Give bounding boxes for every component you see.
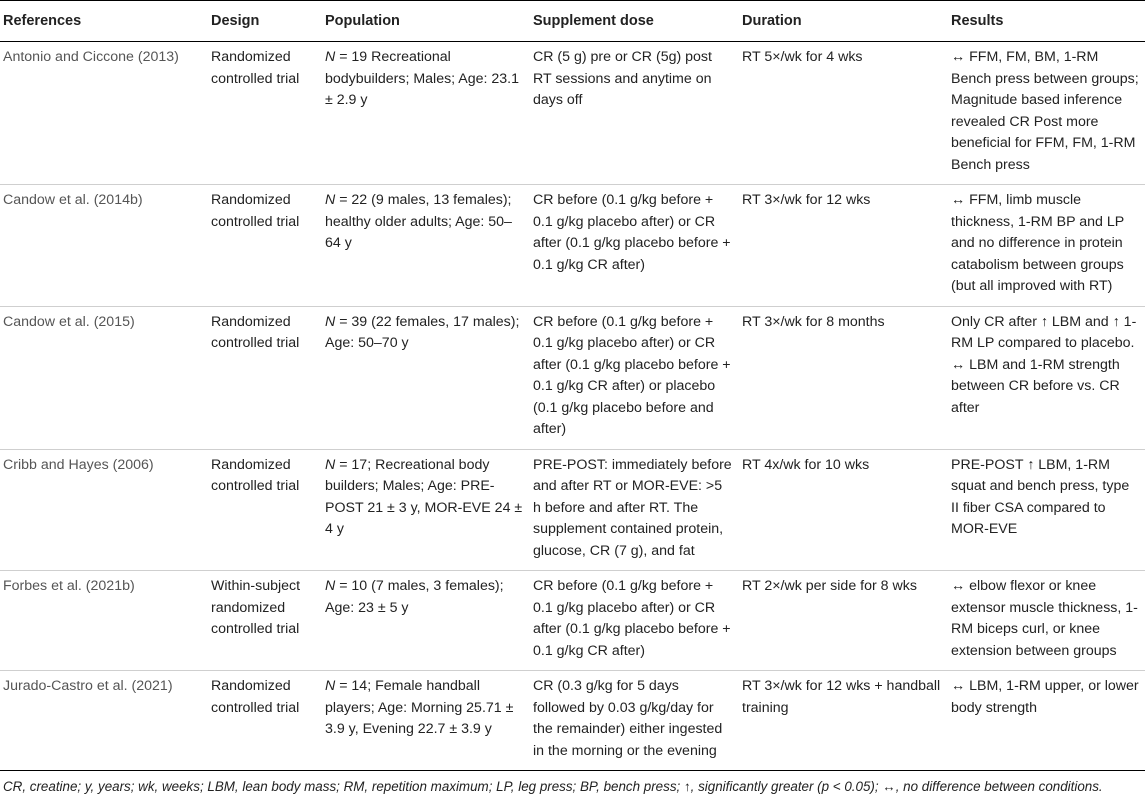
sample-size-symbol: N (325, 313, 336, 330)
cell-results: PRE-POST ↑ LBM, 1-RM squat and bench press, type II fiber CSA compared to MOR-EVE (945, 449, 1145, 571)
cell-supplement-dose: PRE-POST: immediately before and after RT or MOR-EVE: >5 h before and after RT. The supplement contained protein, glucose, CR (7 g), and fat (527, 449, 736, 571)
table-row (0, 571, 1145, 671)
sample-size-symbol: N (325, 678, 336, 694)
sample-size-symbol: N (325, 456, 336, 473)
cell-results: ↔ elbow flexor or knee extensor muscle thickness, 1-RM biceps curl, or knee extension between groups (945, 571, 1145, 671)
cell-supplement-dose: CR (0.3 g/kg for 5 days followed by 0.03 g/kg/day for the remainder) either ingested in the morning or the evening (527, 671, 736, 771)
cell-population (319, 185, 527, 307)
cell-design: Randomized controlled trial (205, 449, 319, 571)
table-row (0, 185, 1145, 307)
cell-reference: Jurado-Castro et al. (2021) (0, 671, 205, 771)
header-design: Design (205, 1, 319, 42)
population-text: = 22 (9 males, 13 females); healthy older adults; Age: 50–64 y (325, 192, 512, 251)
cell-population (319, 42, 527, 185)
header-supplement-dose: Supplement dose (527, 1, 736, 42)
sample-size-symbol: N (325, 192, 336, 208)
cell-results: ↔ FFM, limb muscle thickness, 1-RM BP and LP and no difference in protein catabolism between groups (but all improved with RT) (945, 185, 1145, 307)
cell-duration: RT 5×/wk for 4 wks (736, 42, 945, 185)
cell-population (319, 449, 527, 571)
cell-supplement-dose: CR before (0.1 g/kg before + 0.1 g/kg placebo after) or CR after (0.1 g/kg placebo before + 0.1 g/kg CR after) or placebo (0.1 g/kg placebo before and after) (527, 306, 736, 449)
table-footnote: CR, creatine; y, years; wk, weeks; LBM, lean body mass; RM, repetition maximum; LP, leg press; BP, bench press; ↑, significantly greater (p < 0.05); ↔, no difference between conditions. (3, 779, 1103, 794)
cell-supplement-dose: CR before (0.1 g/kg before + 0.1 g/kg placebo after) or CR after (0.1 g/kg placebo before + 0.1 g/kg CR after) (527, 571, 736, 671)
table-row (0, 449, 1145, 571)
population-text: = 14; Female handball players; Age: Morning 25.71 ± 3.9 y, Evening 22.7 ± 3.9 y (325, 678, 514, 737)
table-row (0, 671, 1145, 771)
table-row (0, 42, 1145, 185)
sample-size-symbol: N (325, 49, 336, 65)
cell-design: Within-subject randomized controlled trial (205, 571, 319, 671)
header-population: Population (319, 1, 527, 42)
cell-population (319, 306, 527, 449)
cell-supplement-dose: CR before (0.1 g/kg before + 0.1 g/kg placebo after) or CR after (0.1 g/kg placebo before + 0.1 g/kg CR after) (527, 185, 736, 307)
cell-results: ↔ LBM, 1-RM upper, or lower body strength (945, 671, 1145, 771)
cell-population (319, 571, 527, 671)
cell-reference: Forbes et al. (2021b) (0, 571, 205, 671)
cell-duration: RT 3×/wk for 8 months (736, 306, 945, 449)
cell-duration: RT 3×/wk for 12 wks + handball training (736, 671, 945, 771)
header-references: References (0, 1, 205, 42)
cell-reference: Cribb and Hayes (2006) (0, 449, 205, 571)
population-text: = 17; Recreational body builders; Males; Age: PRE-POST 21 ± 3 y, MOR-EVE 24 ± 4 y (325, 456, 523, 537)
table-row (0, 306, 1145, 449)
population-text: = 19 Recreational bodybuilders; Males; Age: 23.1 ± 2.9 y (325, 49, 520, 108)
header-results: Results (945, 1, 1145, 42)
cell-design: Randomized controlled trial (205, 42, 319, 185)
cell-design: Randomized controlled trial (205, 671, 319, 771)
cell-population (319, 671, 527, 771)
cell-design: Randomized controlled trial (205, 306, 319, 449)
population-text: = 10 (7 males, 3 females); Age: 23 ± 5 y (325, 578, 504, 616)
cell-duration: RT 4x/wk for 10 wks (736, 449, 945, 571)
cell-duration: RT 3×/wk for 12 wks (736, 185, 945, 307)
cell-results: Only CR after ↑ LBM and ↑ 1-RM LP compared to placebo. ↔ LBM and 1-RM strength between CR before vs. CR after (945, 306, 1145, 449)
cell-reference: Candow et al. (2014b) (0, 185, 205, 307)
cell-duration: RT 2×/wk per side for 8 wks (736, 571, 945, 671)
sample-size-symbol: N (325, 578, 336, 594)
population-text: = 39 (22 females, 17 males); Age: 50–70 y (325, 313, 520, 351)
cell-design: Randomized controlled trial (205, 185, 319, 307)
cell-reference: Antonio and Ciccone (2013) (0, 42, 205, 185)
cell-supplement-dose: CR (5 g) pre or CR (5g) post RT sessions and anytime on days off (527, 42, 736, 185)
header-duration: Duration (736, 1, 945, 42)
cell-reference: Candow et al. (2015) (0, 306, 205, 449)
cell-results: ↔ FFM, FM, BM, 1-RM Bench press between groups; Magnitude based inference revealed CR Post more beneficial for FFM, FM, 1-RM Bench press (945, 42, 1145, 185)
table-header-row (0, 1, 1145, 42)
